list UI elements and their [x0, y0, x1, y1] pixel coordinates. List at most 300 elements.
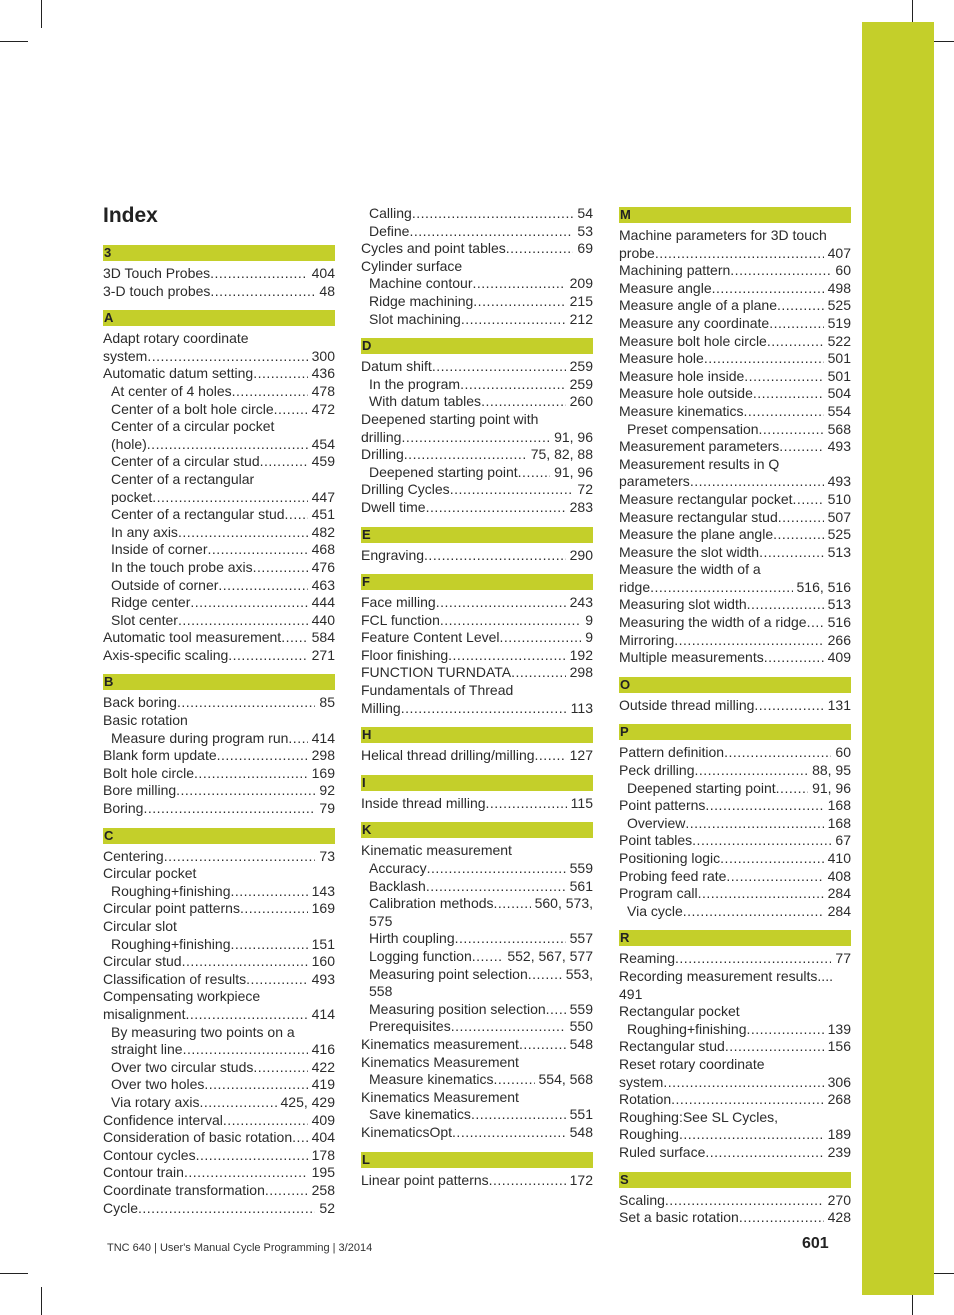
dot-leader — [265, 1182, 308, 1200]
dot-leader — [253, 1059, 307, 1077]
index-entry — [619, 315, 851, 333]
section-header: 3 — [103, 245, 335, 261]
entry-term: Pattern definition — [619, 744, 725, 761]
dot-leader — [528, 966, 562, 984]
entry-page-ref: 168 — [827, 814, 851, 831]
dot-leader — [704, 350, 824, 368]
entry-page-ref: 525 — [827, 526, 851, 543]
entry-page-ref: 501 — [827, 350, 851, 367]
index-entry — [361, 547, 593, 565]
entry-term: Logging function — [369, 948, 472, 964]
entry-term: Automatic tool measurement — [103, 629, 282, 646]
index-entry — [103, 988, 335, 1006]
index-entry — [619, 1126, 851, 1144]
dot-leader — [486, 795, 567, 813]
entry-page-ref: 283 — [569, 498, 593, 515]
entry-page-ref: 493 — [827, 438, 851, 455]
index-entry — [103, 647, 335, 665]
index-entry — [619, 885, 851, 903]
index-entry — [619, 1144, 851, 1162]
entry-page-ref: 189 — [827, 1126, 851, 1143]
dot-leader — [683, 903, 824, 921]
entry-term: Drilling — [361, 446, 404, 463]
index-entry — [103, 283, 335, 301]
entry-page-ref: 127 — [569, 747, 593, 764]
index-subentry — [619, 903, 851, 921]
dot-leader — [519, 1036, 566, 1054]
index-subentry — [361, 311, 593, 329]
entry-term: Linear point patterns — [361, 1171, 489, 1188]
section-header: P — [619, 724, 851, 740]
index-subentry — [103, 383, 335, 401]
dot-leader — [426, 499, 566, 517]
dot-leader — [210, 283, 315, 301]
entry-page-ref: 436 — [311, 365, 335, 382]
index-subentry — [361, 930, 593, 948]
entry-page-ref: 178 — [311, 1146, 335, 1163]
entry-term: Over two circular studs — [111, 1058, 254, 1075]
index-entry — [361, 647, 593, 665]
index-subentry — [103, 559, 335, 577]
dot-leader — [807, 614, 824, 632]
index-entry — [103, 800, 335, 818]
index-subentry — [361, 223, 593, 241]
index-entry — [619, 1056, 851, 1074]
dot-leader — [164, 848, 316, 866]
index-entry — [361, 842, 593, 860]
section-header: A — [103, 310, 335, 326]
dot-leader — [506, 240, 574, 258]
entry-term: Set a basic rotation — [619, 1209, 739, 1226]
dot-leader — [401, 700, 567, 718]
entry-page-ref: 416 — [311, 1041, 335, 1058]
entry-term: Measure during program run — [111, 729, 289, 746]
entry-page-ref: 504 — [827, 385, 851, 402]
entry-page-ref: 60 — [835, 262, 851, 279]
entry-term: Reaming — [619, 950, 676, 967]
entry-page-ref: 476 — [311, 558, 335, 575]
index-entry — [619, 1091, 851, 1109]
dot-leader — [230, 936, 307, 954]
index-subentry — [103, 1094, 335, 1112]
entry-term: Center of a bolt hole circle — [111, 400, 274, 417]
entry-term: Feature Content Level — [361, 629, 500, 646]
entry-term: Roughing — [619, 1126, 679, 1143]
dot-leader — [460, 376, 566, 394]
entry-page-ref: 559 — [569, 860, 593, 877]
index-entry — [619, 473, 851, 491]
entry-term: Over two holes — [111, 1076, 205, 1093]
entry-term: Measuring slot width — [619, 596, 747, 613]
dot-leader — [494, 1071, 535, 1089]
dot-leader — [674, 632, 823, 650]
entry-page-ref: 259 — [569, 358, 593, 375]
entry-term: Hirth coupling — [369, 930, 455, 947]
dot-leader — [720, 850, 823, 868]
index-entry — [103, 782, 335, 800]
entry-term: (hole) — [111, 435, 147, 452]
index-entry — [619, 850, 851, 868]
index-subentry — [361, 1106, 593, 1124]
entry-page-ref: 298 — [311, 747, 335, 764]
index-entry — [103, 953, 335, 971]
dot-leader — [546, 1001, 566, 1019]
index-entry — [361, 358, 593, 376]
entry-page-ref: 284 — [827, 902, 851, 919]
dot-leader — [232, 383, 308, 401]
section-header: R — [619, 930, 851, 946]
section-header: H — [361, 727, 593, 743]
dot-leader — [208, 541, 308, 559]
index-entry — [103, 865, 335, 883]
entry-page-ref: 52 — [319, 1199, 335, 1216]
entry-term: pocket — [111, 488, 153, 505]
index-subentry — [361, 376, 593, 394]
dot-leader — [218, 577, 307, 595]
dot-leader — [776, 780, 808, 798]
entry-term: Ruled surface — [619, 1143, 706, 1160]
dot-leader — [178, 524, 308, 542]
entry-term: Via rotary axis — [111, 1093, 200, 1110]
entry-page-ref: 91, 96 — [554, 428, 593, 445]
entry-page-ref: 519 — [827, 314, 851, 331]
index-subentry — [103, 594, 335, 612]
dot-leader — [210, 265, 308, 283]
entry-term: Face milling — [361, 594, 436, 611]
section-header: E — [361, 527, 593, 543]
entry-term: Rectangular pocket — [619, 1003, 740, 1020]
index-entry — [103, 694, 335, 712]
index-subentry — [103, 1024, 335, 1042]
entry-term: Kinematics measurement — [361, 1035, 519, 1052]
entry-page-ref: 552, 567, 577 — [507, 948, 593, 964]
entry-term: Circular point patterns — [103, 900, 240, 917]
entry-term: probe — [619, 244, 655, 261]
dot-leader — [147, 436, 308, 454]
index-entry — [361, 258, 593, 276]
crop-mark — [41, 0, 42, 28]
entry-term: Point tables — [619, 832, 693, 849]
index-entry — [361, 411, 593, 429]
index-entry — [361, 594, 593, 612]
dot-leader — [793, 491, 824, 509]
dot-leader — [440, 612, 581, 630]
entry-page-ref: 408 — [827, 867, 851, 884]
dot-leader — [724, 744, 831, 762]
dot-leader — [455, 930, 566, 948]
entry-page-ref: 209 — [569, 275, 593, 292]
entry-term: Probing feed rate — [619, 867, 727, 884]
entry-term: Basic rotation — [103, 712, 188, 729]
entry-term: At center of 4 holes — [111, 382, 232, 399]
entry-page-ref: 91, 96 — [554, 463, 593, 480]
entry-term: Blank form update — [103, 747, 217, 764]
index-subentry — [361, 1071, 593, 1089]
index-entry — [619, 697, 851, 715]
index-entry — [619, 526, 851, 544]
index-entry — [619, 579, 851, 597]
dot-leader — [675, 950, 831, 968]
entry-term: Measuring position selection — [369, 1000, 546, 1017]
entry-term: Inside thread milling — [361, 794, 486, 811]
dot-leader — [777, 297, 824, 315]
dot-leader — [412, 205, 574, 223]
index-subentry — [103, 883, 335, 901]
index-subentry — [619, 780, 851, 798]
entry-term: Center of a circular stud — [111, 453, 260, 470]
entry-term: Measure angle of a plane — [619, 297, 777, 314]
entry-page-ref: 243 — [569, 594, 593, 611]
entry-term: Coordinate transformation — [103, 1181, 265, 1198]
index-entry — [619, 1209, 851, 1227]
index-entry — [619, 245, 851, 263]
dot-leader — [196, 1147, 308, 1165]
entry-page-ref: 75, 82, 88 — [530, 446, 593, 463]
index-subentry — [361, 860, 593, 878]
entry-term: Helical thread drilling/milling — [361, 747, 535, 764]
dot-leader — [432, 358, 566, 376]
entry-term: system — [619, 1073, 664, 1090]
section-header: D — [361, 338, 593, 354]
index-entry — [361, 747, 593, 765]
dot-leader — [288, 730, 307, 748]
index-entry — [361, 795, 593, 813]
entry-term: Outside thread milling — [619, 696, 755, 713]
dot-leader — [190, 594, 307, 612]
index-entry — [103, 1200, 335, 1218]
entry-page-ref: 172 — [569, 1171, 593, 1188]
dot-leader — [292, 1129, 308, 1147]
entry-term: Backlash — [369, 877, 426, 894]
entry-page-ref: 284 — [827, 885, 851, 902]
dot-leader — [473, 293, 565, 311]
index-entry — [619, 968, 851, 986]
entry-page-ref: 113 — [570, 699, 593, 716]
index-subentry — [103, 1059, 335, 1077]
entry-term: Slot center — [111, 611, 178, 628]
dot-leader — [285, 506, 308, 524]
entry-page-ref: 522 — [827, 332, 851, 349]
index-subentry — [103, 506, 335, 524]
entry-term: Center of a rectangular — [111, 470, 255, 487]
entry-term: Save kinematics — [369, 1106, 471, 1123]
dot-leader — [230, 883, 307, 901]
entry-term: Adapt rotary coordinate — [103, 330, 249, 347]
dot-leader — [535, 747, 566, 765]
entry-term: Measure rectangular pocket — [619, 490, 793, 507]
entry-page-ref: 260 — [569, 393, 593, 410]
entry-term: Circular pocket — [103, 865, 197, 882]
entry-term: Positioning logic — [619, 850, 721, 866]
entry-term: Kinematics Measurement — [361, 1053, 519, 1070]
index-subentry — [361, 878, 593, 896]
dot-leader — [223, 1112, 308, 1130]
dot-leader — [489, 1172, 566, 1190]
dot-leader — [712, 280, 824, 298]
index-subentry — [103, 401, 335, 419]
entry-page-ref: 48 — [319, 282, 335, 299]
index-entry — [361, 446, 593, 464]
index-entry — [619, 1109, 851, 1127]
entry-term: Measure hole — [619, 350, 704, 367]
dot-leader — [767, 333, 824, 351]
index-column-3 — [619, 207, 851, 1227]
section-header: C — [103, 828, 335, 844]
entry-term: Machine parameters for 3D touch — [619, 227, 827, 243]
index-entry — [619, 1038, 851, 1056]
entry-term: Slot machining — [369, 310, 461, 327]
dot-leader — [773, 526, 824, 544]
dot-leader — [452, 1124, 566, 1142]
index-entry — [619, 227, 851, 245]
entry-term: Inside of corner — [111, 541, 208, 558]
dot-leader — [281, 629, 307, 647]
dot-leader — [426, 878, 566, 896]
index-entry — [361, 664, 593, 682]
entry-page-ref: 409 — [827, 649, 851, 666]
index-column-2 — [361, 205, 593, 1189]
entry-term: Roughing+finishing — [111, 882, 231, 899]
section-header: L — [361, 1152, 593, 1168]
dot-leader — [274, 401, 308, 419]
entry-term: Milling — [361, 699, 401, 716]
entry-page-ref: 447 — [311, 488, 335, 505]
index-subentry — [103, 453, 335, 471]
dot-leader — [246, 971, 307, 989]
dot-leader — [744, 403, 824, 421]
entry-term: Measure the width of a — [619, 561, 761, 578]
index-entry — [619, 744, 851, 762]
entry-page-ref: 559 — [569, 1000, 593, 1017]
index-subentry — [103, 612, 335, 630]
index-subentry — [361, 464, 593, 482]
index-entry — [103, 848, 335, 866]
entry-term: Centering — [103, 847, 164, 864]
entry-page-ref: 478 — [311, 382, 335, 399]
dot-leader — [143, 800, 315, 818]
entry-term: Measure rectangular stud — [619, 508, 778, 525]
entry-term: Point patterns — [619, 797, 706, 814]
entry-term: Machining pattern — [619, 262, 731, 279]
index-entry — [361, 1036, 593, 1054]
dot-leader — [769, 315, 823, 333]
entry-page-ref: 91, 96 — [812, 779, 851, 796]
entry-term: Fundamentals of Thread — [361, 682, 514, 699]
index-entry — [619, 632, 851, 650]
entry-term: Circular slot — [103, 918, 177, 934]
entry-term: KinematicsOpt — [361, 1123, 453, 1140]
index-column-1 — [103, 245, 335, 1217]
index-entry — [619, 262, 851, 280]
dot-leader — [759, 421, 824, 439]
index-subentry — [361, 913, 593, 931]
index-entry — [361, 1054, 593, 1072]
index-entry — [619, 1074, 851, 1092]
entry-term: Automatic datum setting — [103, 365, 254, 382]
index-subentry — [619, 1021, 851, 1039]
index-entry — [361, 1089, 593, 1107]
index-entry — [619, 456, 851, 474]
dot-leader — [671, 1091, 823, 1109]
entry-page-ref: 131 — [827, 696, 851, 713]
entry-term: Drilling Cycles — [361, 481, 450, 498]
entry-page-ref: 300 — [311, 347, 335, 364]
entry-page-ref: 69 — [577, 240, 593, 257]
index-entry — [619, 491, 851, 509]
dot-leader — [253, 365, 307, 383]
index-entry — [103, 1112, 335, 1130]
entry-term: In the touch probe axis — [111, 558, 253, 575]
entry-term: Measure the slot width — [619, 543, 760, 560]
dot-leader — [147, 348, 307, 366]
entry-page-ref: 407 — [827, 244, 851, 261]
entry-page-ref: 414 — [311, 729, 335, 746]
entry-term: 3-D touch probes — [103, 282, 211, 299]
index-entry — [103, 265, 335, 283]
dot-leader — [424, 547, 566, 565]
entry-page-ref: 268 — [827, 1091, 851, 1108]
entry-page-ref: 306 — [827, 1073, 851, 1090]
crop-mark — [0, 41, 28, 42]
entry-page-ref: 425, 429 — [280, 1093, 335, 1110]
entry-term: Calling — [369, 205, 412, 221]
index-entry — [619, 561, 851, 579]
dot-leader — [473, 275, 566, 293]
index-entry — [103, 1129, 335, 1147]
index-subentry — [361, 393, 593, 411]
dot-leader — [448, 647, 565, 665]
index-subentry — [103, 936, 335, 954]
entry-page-ref: 271 — [311, 646, 335, 663]
entry-page-ref: 482 — [311, 523, 335, 540]
index-entry — [619, 544, 851, 562]
dot-leader — [194, 765, 308, 783]
entry-term: Datum shift — [361, 358, 432, 375]
entry-term: Bolt hole circle — [103, 764, 195, 781]
entry-term: Floor finishing — [361, 646, 449, 663]
index-subentry — [103, 730, 335, 748]
dot-leader — [753, 385, 824, 403]
entry-page-ref: 493 — [827, 473, 851, 490]
entry-page-ref: 560, 573, — [534, 895, 593, 912]
index-entry — [361, 240, 593, 258]
index-subentry — [103, 489, 335, 507]
entry-term: parameters — [619, 473, 690, 490]
entry-term: Contour cycles — [103, 1146, 196, 1163]
entry-page-ref: 239 — [827, 1143, 851, 1160]
dot-leader — [663, 1074, 823, 1092]
entry-page-ref: 548 — [569, 1123, 593, 1140]
index-entry — [619, 1192, 851, 1210]
index-subentry — [361, 293, 593, 311]
entry-term: Cycle — [103, 1199, 139, 1216]
entry-page-ref: 192 — [569, 646, 593, 663]
entry-term: In any axis — [111, 523, 178, 540]
entry-page-ref: 67 — [835, 832, 851, 849]
entry-page-ref: 525 — [827, 297, 851, 314]
entry-page-ref: 409 — [311, 1111, 335, 1128]
index-entry — [361, 481, 593, 499]
entry-term: system — [103, 347, 148, 364]
entry-page-ref: 444 — [311, 594, 335, 611]
index-entry — [619, 797, 851, 815]
dot-leader — [694, 762, 808, 780]
index-subentry — [103, 524, 335, 542]
entry-term: Deepened starting point — [369, 463, 518, 480]
dot-leader — [705, 797, 823, 815]
dot-leader — [152, 489, 307, 507]
entry-term: Measurement parameters — [619, 438, 780, 455]
